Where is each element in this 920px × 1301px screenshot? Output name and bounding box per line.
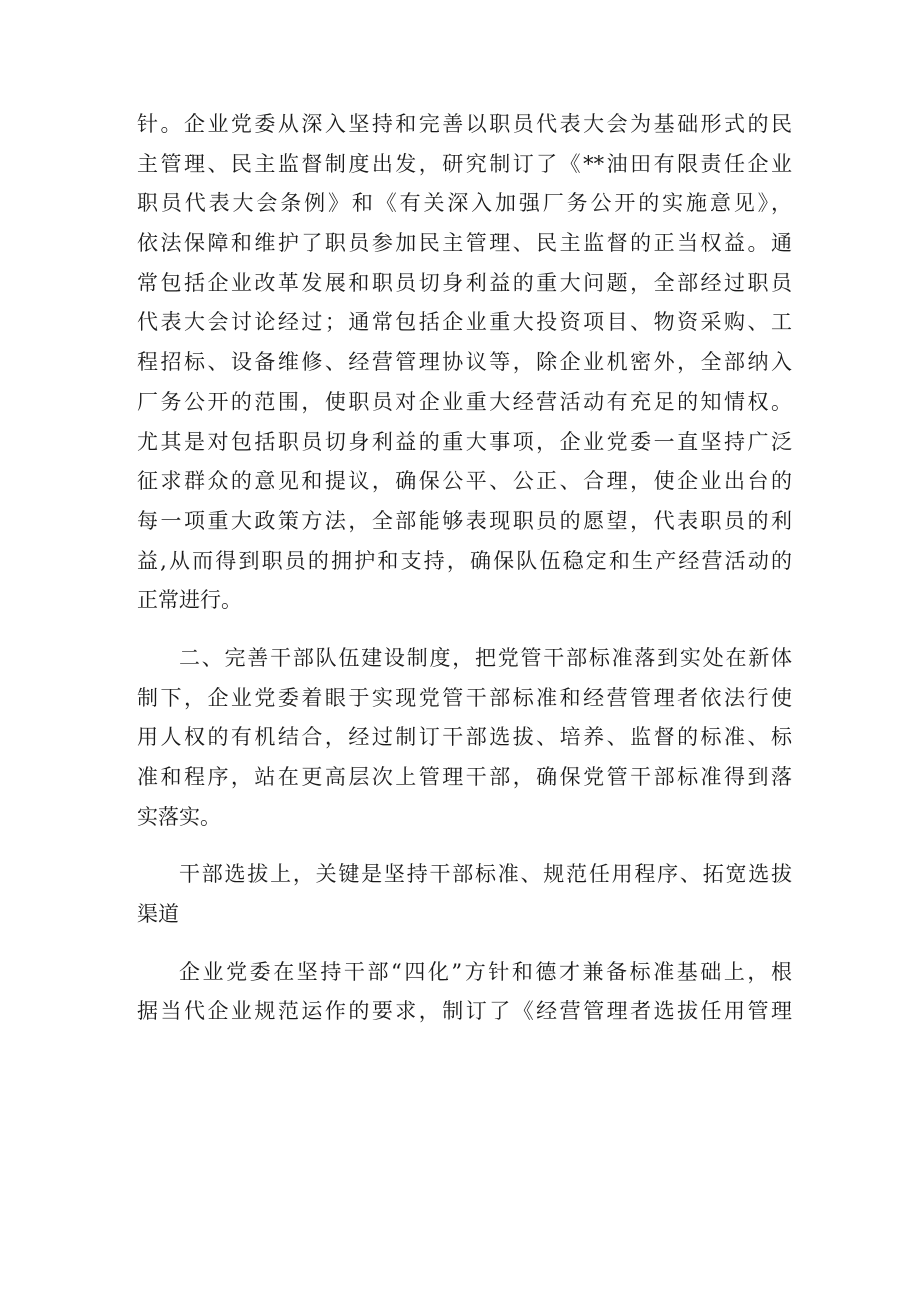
text-line: 企业党委在坚持干部“四化”方针和德才兼备标准基础上，根: [179, 959, 792, 984]
text-line: 主管理、民主监督制度出发，研究制订了《**油田有限责任企业: [137, 151, 792, 176]
text-line: 渠道: [137, 902, 179, 927]
text-line: 征求群众的意见和提议，确保公平、公正、合理，使企业出台的: [137, 469, 792, 494]
text-line: 益,从而得到职员的拥护和支持，确保队伍稳定和生产经营活动的: [137, 548, 792, 573]
text-line: 每一项重大政策方法，全部能够表现职员的愿望，代表职员的利: [137, 508, 792, 533]
text-line: 职员代表大会条例》和《有关深入加强厂务公开的实施意见》，: [137, 191, 792, 216]
text-line: 准和程序，站在更高层次上管理干部，确保党管干部标准得到落: [137, 765, 792, 789]
text-line: 尤其是对包括职员切身利益的重大事项，企业党委一直坚持广泛: [137, 429, 792, 454]
text-line: 代表大会讨论经过；通常包括企业重大投资项目、物资采购、工: [137, 310, 792, 335]
paragraph-3: [137, 855, 792, 934]
text-line: 干部选拔上，关键是坚持干部标准、规范任用程序、拓宽选拔: [179, 862, 792, 887]
text-line: 依法保障和维护了职员参加民主管理、民主监督的正当权益。通: [137, 231, 792, 256]
document-body: [137, 105, 792, 1032]
text-line: 据当代企业规范运作的要求，制订了《经营管理者选拔任用管理: [137, 999, 792, 1024]
paragraph-2: [137, 639, 792, 837]
paragraph-1: [137, 105, 792, 621]
text-line: 程招标、设备维修、经营管理协议等，除企业机密外，全部纳入: [137, 350, 792, 375]
text-line: 用人权的有机结合，经过制订干部选拔、培养、监督的标准、标: [137, 725, 792, 750]
text-line: 二、完善干部队伍建设制度，把党管干部标准落到实处在新体: [179, 645, 792, 670]
text-line: 厂务公开的范围，使职员对企业重大经营活动有充足的知情权。: [137, 389, 792, 414]
text-line: 针。企业党委从深入坚持和完善以职员代表大会为基础形式的民: [137, 112, 792, 136]
text-line: 制下，企业党委着眼于实现党管干部标准和经营管理者依法行使: [137, 685, 792, 710]
paragraph-4: [137, 953, 792, 1032]
text-line: 实落实。: [137, 804, 221, 829]
text-line: 常包括企业改革发展和职员切身利益的重大问题，全部经过职员: [137, 270, 792, 295]
text-line: 正常进行。: [137, 588, 242, 613]
